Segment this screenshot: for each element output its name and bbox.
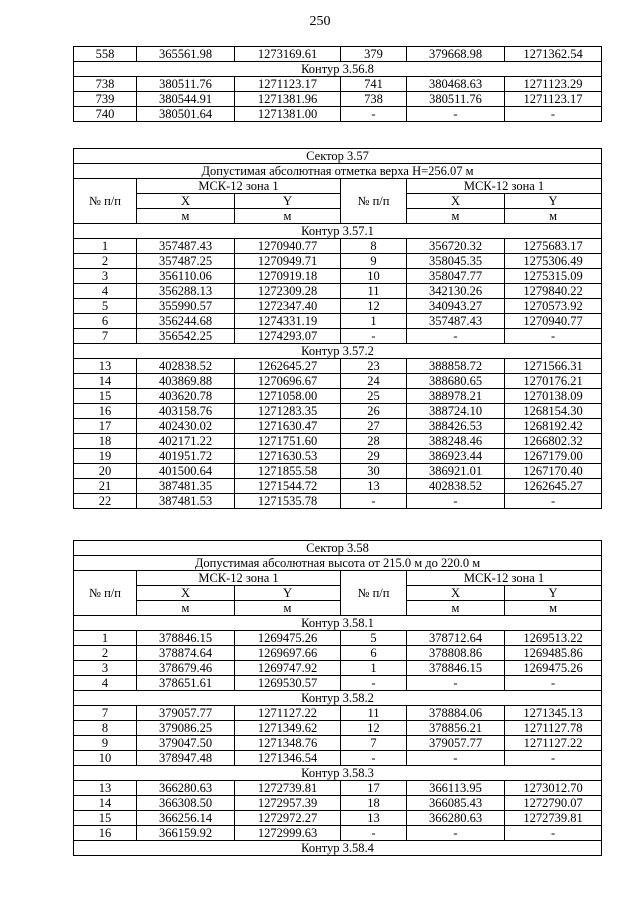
sector-subtitle: Допустимая абсолютная отметка верха Н=256.07 м: [74, 164, 602, 179]
table-cell: 17: [341, 781, 407, 796]
sector-title: Сектор 3.58: [74, 541, 602, 556]
table-cell: 4: [74, 284, 137, 299]
table-cell: 12: [341, 721, 407, 736]
table-cell: 380544.91: [137, 92, 235, 107]
table-cell: 12: [341, 299, 407, 314]
table-cell: 402838.52: [407, 479, 505, 494]
col-unit: м: [505, 601, 602, 616]
table-cell: 738: [341, 92, 407, 107]
table-cell: 7: [74, 706, 137, 721]
col-header-x: X: [407, 586, 505, 601]
table-cell: 10: [341, 269, 407, 284]
table-cell: -: [505, 676, 602, 691]
table-row: [74, 47, 602, 62]
contour-label: Контур 3.58.3: [74, 766, 602, 781]
table-row: [74, 676, 602, 691]
table-cell: 388248.46: [407, 434, 505, 449]
col-unit: м: [407, 601, 505, 616]
table-cell: 7: [341, 736, 407, 751]
table-cell: 386923.44: [407, 449, 505, 464]
col-header-msk: МСК-12 зона 1: [137, 571, 341, 586]
table-cell: 1268192.42: [505, 419, 602, 434]
table-cell: 366113.95: [407, 781, 505, 796]
table-cell: 1270940.77: [235, 239, 341, 254]
table-cell: 29: [341, 449, 407, 464]
table-cell: 1271349.62: [235, 721, 341, 736]
table-cell: -: [505, 826, 602, 841]
table-cell: 5: [74, 299, 137, 314]
table-cell: -: [407, 329, 505, 344]
table-cell: 388978.21: [407, 389, 505, 404]
table-cell: 387481.53: [137, 494, 235, 509]
table-cell: -: [505, 329, 602, 344]
table-row: [74, 464, 602, 479]
table-cell: 1269485.86: [505, 646, 602, 661]
table-cell: 358045.35: [407, 254, 505, 269]
table-row: [74, 736, 602, 751]
table-cell: 366159.92: [137, 826, 235, 841]
col-header-y: Y: [505, 586, 602, 601]
col-header-x: X: [407, 194, 505, 209]
table-cell: 7: [74, 329, 137, 344]
col-header-y: Y: [235, 586, 341, 601]
table-cell: 1271348.76: [235, 736, 341, 751]
table-cell: 1271127.78: [505, 721, 602, 736]
col-header-y: Y: [505, 194, 602, 209]
col-header-np: № п/п: [341, 571, 407, 616]
table-cell: 1270138.09: [505, 389, 602, 404]
table-cell: 357487.25: [137, 254, 235, 269]
table-cell: 18: [74, 434, 137, 449]
table-cell: 1271751.60: [235, 434, 341, 449]
table-row: [74, 826, 602, 841]
contour-label: Контур 3.58.4: [74, 841, 602, 856]
table-cell: 1269530.57: [235, 676, 341, 691]
table-row: [74, 721, 602, 736]
table-row: [74, 796, 602, 811]
table-cell: 8: [341, 239, 407, 254]
table-cell: 387481.35: [137, 479, 235, 494]
table-row: [74, 781, 602, 796]
table-cell: 401951.72: [137, 449, 235, 464]
table-cell: 379057.77: [137, 706, 235, 721]
table-cell: 1: [74, 239, 137, 254]
table-cell: 2: [74, 646, 137, 661]
table-cell: 16: [74, 826, 137, 841]
table-cell: -: [341, 107, 407, 122]
table-cell: 1273169.61: [235, 47, 341, 62]
table-cell: 378846.15: [137, 631, 235, 646]
table-cell: 355990.57: [137, 299, 235, 314]
table-cell: -: [407, 494, 505, 509]
table-cell: 378651.61: [137, 676, 235, 691]
table-cell: 388680.65: [407, 374, 505, 389]
table-cell: 379: [341, 47, 407, 62]
table-row: [74, 494, 602, 509]
table-cell: 1272739.81: [235, 781, 341, 796]
col-unit: м: [235, 601, 341, 616]
table-cell: 340943.27: [407, 299, 505, 314]
table-row: [74, 751, 602, 766]
table-cell: -: [341, 329, 407, 344]
col-header-np: № п/п: [74, 571, 137, 616]
table-cell: 10: [74, 751, 137, 766]
table-cell: 1270919.18: [235, 269, 341, 284]
table-cell: 378874.64: [137, 646, 235, 661]
table-cell: 378808.86: [407, 646, 505, 661]
table-row: [74, 706, 602, 721]
table-cell: 14: [74, 374, 137, 389]
table-cell: 378856.21: [407, 721, 505, 736]
table-cell: 3: [74, 269, 137, 284]
table-cell: 1267179.00: [505, 449, 602, 464]
col-header-msk: МСК-12 зона 1: [407, 179, 602, 194]
table-row: [74, 419, 602, 434]
table-cell: 366280.63: [407, 811, 505, 826]
table-cell: 366256.14: [137, 811, 235, 826]
table-cell: 1270949.71: [235, 254, 341, 269]
table-cell: 358047.77: [407, 269, 505, 284]
table-row: [74, 329, 602, 344]
table-row: [74, 92, 602, 107]
table-cell: 25: [341, 389, 407, 404]
table-cell: 1271630.47: [235, 419, 341, 434]
table-cell: 403869.88: [137, 374, 235, 389]
table-cell: 388858.72: [407, 359, 505, 374]
table-cell: 6: [74, 314, 137, 329]
table-cell: 18: [341, 796, 407, 811]
table-cell: -: [407, 751, 505, 766]
table-cell: 13: [74, 781, 137, 796]
col-unit: м: [505, 209, 602, 224]
table-cell: -: [341, 676, 407, 691]
table-row: [74, 359, 602, 374]
table-row: [74, 314, 602, 329]
col-header-msk: МСК-12 зона 1: [137, 179, 341, 194]
table-cell: 380511.76: [407, 92, 505, 107]
col-header-np: № п/п: [341, 179, 407, 224]
table-cell: 740: [74, 107, 137, 122]
table-cell: 386921.01: [407, 464, 505, 479]
col-header-msk: МСК-12 зона 1: [407, 571, 602, 586]
table-cell: 380511.76: [137, 77, 235, 92]
table-cell: 1269475.26: [505, 661, 602, 676]
table-cell: 16: [74, 404, 137, 419]
contour-label: Контур 3.58.2: [74, 691, 602, 706]
table-cell: 1271381.96: [235, 92, 341, 107]
table-cell: 379047.50: [137, 736, 235, 751]
table-cell: 1272347.40: [235, 299, 341, 314]
table-cell: 1269513.22: [505, 631, 602, 646]
table-cell: 403158.76: [137, 404, 235, 419]
table-cell: 738: [74, 77, 137, 92]
col-header-x: X: [137, 586, 235, 601]
table-cell: 356288.13: [137, 284, 235, 299]
table-cell: 1: [74, 631, 137, 646]
table-cell: 558: [74, 47, 137, 62]
table-row: [74, 811, 602, 826]
table-cell: 17: [74, 419, 137, 434]
table-cell: 356110.06: [137, 269, 235, 284]
table-cell: 403620.78: [137, 389, 235, 404]
table-row: [74, 404, 602, 419]
sector-title: Сектор 3.57: [74, 149, 602, 164]
table-cell: 378712.64: [407, 631, 505, 646]
table-row: [74, 479, 602, 494]
table-row: [74, 284, 602, 299]
col-header-x: X: [137, 194, 235, 209]
table-cell: 1271283.35: [235, 404, 341, 419]
table-cell: 1271346.54: [235, 751, 341, 766]
table-cell: 30: [341, 464, 407, 479]
table-cell: 6: [341, 646, 407, 661]
table-cell: 1270940.77: [505, 314, 602, 329]
table-cell: 1: [341, 314, 407, 329]
table-cell: 1272999.63: [235, 826, 341, 841]
table-cell: -: [505, 494, 602, 509]
table-cell: 366280.63: [137, 781, 235, 796]
table-cell: 1271535.78: [235, 494, 341, 509]
table-cell: 357487.43: [407, 314, 505, 329]
table-row: [74, 299, 602, 314]
table-cell: 1271566.31: [505, 359, 602, 374]
table-cell: 11: [341, 706, 407, 721]
table-row: [74, 631, 602, 646]
sector-3-57-table: [73, 148, 602, 509]
table-cell: 1271855.58: [235, 464, 341, 479]
table-cell: 1275315.09: [505, 269, 602, 284]
table-row: [74, 661, 602, 676]
col-unit: м: [137, 209, 235, 224]
table-cell: 402430.02: [137, 419, 235, 434]
table-cell: 356244.68: [137, 314, 235, 329]
table-cell: -: [341, 751, 407, 766]
table-row: [74, 239, 602, 254]
table-cell: 1271123.29: [505, 77, 602, 92]
table-cell: 21: [74, 479, 137, 494]
table-cell: 1271630.53: [235, 449, 341, 464]
table-cell: 23: [341, 359, 407, 374]
table-cell: 1275683.17: [505, 239, 602, 254]
page-number: 250: [309, 14, 331, 29]
table-cell: 365561.98: [137, 47, 235, 62]
table-cell: 1271127.22: [235, 706, 341, 721]
table-cell: 1274331.19: [235, 314, 341, 329]
table-cell: 1275306.49: [505, 254, 602, 269]
table-cell: 13: [74, 359, 137, 374]
table-cell: -: [505, 751, 602, 766]
table-cell: -: [407, 107, 505, 122]
table-cell: 1274293.07: [235, 329, 341, 344]
table-cell: 1271544.72: [235, 479, 341, 494]
table-cell: 378846.15: [407, 661, 505, 676]
table-cell: 1262645.27: [505, 479, 602, 494]
table-cell: 1: [341, 661, 407, 676]
table-row: [74, 269, 602, 284]
table-cell: 26: [341, 404, 407, 419]
sector-3-58-table: [73, 540, 602, 856]
col-unit: м: [407, 209, 505, 224]
table-cell: 1271058.00: [235, 389, 341, 404]
table-cell: 4: [74, 676, 137, 691]
table-row: [74, 107, 602, 122]
table-cell: 1272739.81: [505, 811, 602, 826]
table-cell: 1271381.00: [235, 107, 341, 122]
table-cell: 739: [74, 92, 137, 107]
table-cell: 379057.77: [407, 736, 505, 751]
table-cell: 1270696.67: [235, 374, 341, 389]
table-cell: 13: [341, 479, 407, 494]
col-unit: м: [137, 601, 235, 616]
table-cell: 366085.43: [407, 796, 505, 811]
col-header-np: № п/п: [74, 179, 137, 224]
table-cell: 378679.46: [137, 661, 235, 676]
table-cell: 1262645.27: [235, 359, 341, 374]
table-cell: 15: [74, 389, 137, 404]
table-cell: 15: [74, 811, 137, 826]
table-row: [74, 374, 602, 389]
table-cell: 1273012.70: [505, 781, 602, 796]
table-cell: 1272790.07: [505, 796, 602, 811]
table-cell: 24: [341, 374, 407, 389]
table-cell: 2: [74, 254, 137, 269]
table-cell: 366308.50: [137, 796, 235, 811]
table-cell: 1267170.40: [505, 464, 602, 479]
table-row: [74, 646, 602, 661]
table-cell: 356542.25: [137, 329, 235, 344]
table-cell: 401500.64: [137, 464, 235, 479]
table-cell: 1271123.17: [235, 77, 341, 92]
table-cell: 1270176.21: [505, 374, 602, 389]
table-cell: 20: [74, 464, 137, 479]
table-cell: 378947.48: [137, 751, 235, 766]
coordinates-table-continuation: [73, 46, 602, 122]
table-cell: 356720.32: [407, 239, 505, 254]
table-cell: 27: [341, 419, 407, 434]
table-cell: 1272309.28: [235, 284, 341, 299]
table-cell: 1271127.22: [505, 736, 602, 751]
table-cell: 1272957.39: [235, 796, 341, 811]
table-cell: 9: [74, 736, 137, 751]
table-cell: 9: [341, 254, 407, 269]
table-cell: 402171.22: [137, 434, 235, 449]
table-cell: 1269747.92: [235, 661, 341, 676]
table-cell: 1270573.92: [505, 299, 602, 314]
table-cell: -: [407, 676, 505, 691]
table-cell: 28: [341, 434, 407, 449]
table-cell: -: [407, 826, 505, 841]
table-cell: 14: [74, 796, 137, 811]
table-cell: 379668.98: [407, 47, 505, 62]
table-cell: 19: [74, 449, 137, 464]
table-row: [74, 434, 602, 449]
table-cell: 388426.53: [407, 419, 505, 434]
contour-label: Контур 3.57.1: [74, 224, 602, 239]
table-row: [74, 254, 602, 269]
table-row: [74, 389, 602, 404]
table-row: [74, 77, 602, 92]
table-cell: -: [341, 494, 407, 509]
contour-label: Контур 3.58.1: [74, 616, 602, 631]
contour-label: Контур 3.56.8: [74, 62, 602, 77]
table-cell: 378884.06: [407, 706, 505, 721]
table-cell: 5: [341, 631, 407, 646]
table-cell: 1269475.26: [235, 631, 341, 646]
table-cell: 380501.64: [137, 107, 235, 122]
table-cell: 402838.52: [137, 359, 235, 374]
table-cell: 357487.43: [137, 239, 235, 254]
table-cell: 11: [341, 284, 407, 299]
table-cell: 13: [341, 811, 407, 826]
table-cell: 1266802.32: [505, 434, 602, 449]
table-cell: 379086.25: [137, 721, 235, 736]
table-cell: 1268154.30: [505, 404, 602, 419]
table-cell: 1279840.22: [505, 284, 602, 299]
table-cell: 1272972.27: [235, 811, 341, 826]
table-cell: 1271345.13: [505, 706, 602, 721]
table-cell: 1271362.54: [505, 47, 602, 62]
table-cell: -: [341, 826, 407, 841]
table-cell: 22: [74, 494, 137, 509]
col-header-y: Y: [235, 194, 341, 209]
table-cell: -: [505, 107, 602, 122]
table-cell: 1269697.66: [235, 646, 341, 661]
contour-label: Контур 3.57.2: [74, 344, 602, 359]
table-row: [74, 449, 602, 464]
table-cell: 388724.10: [407, 404, 505, 419]
table-cell: 342130.26: [407, 284, 505, 299]
table-cell: 3: [74, 661, 137, 676]
table-cell: 741: [341, 77, 407, 92]
col-unit: м: [235, 209, 341, 224]
table-cell: 380468.63: [407, 77, 505, 92]
sector-subtitle: Допустимая абсолютная высота от 215.0 м до 220.0 м: [74, 556, 602, 571]
table-cell: 8: [74, 721, 137, 736]
table-cell: 1271123.17: [505, 92, 602, 107]
